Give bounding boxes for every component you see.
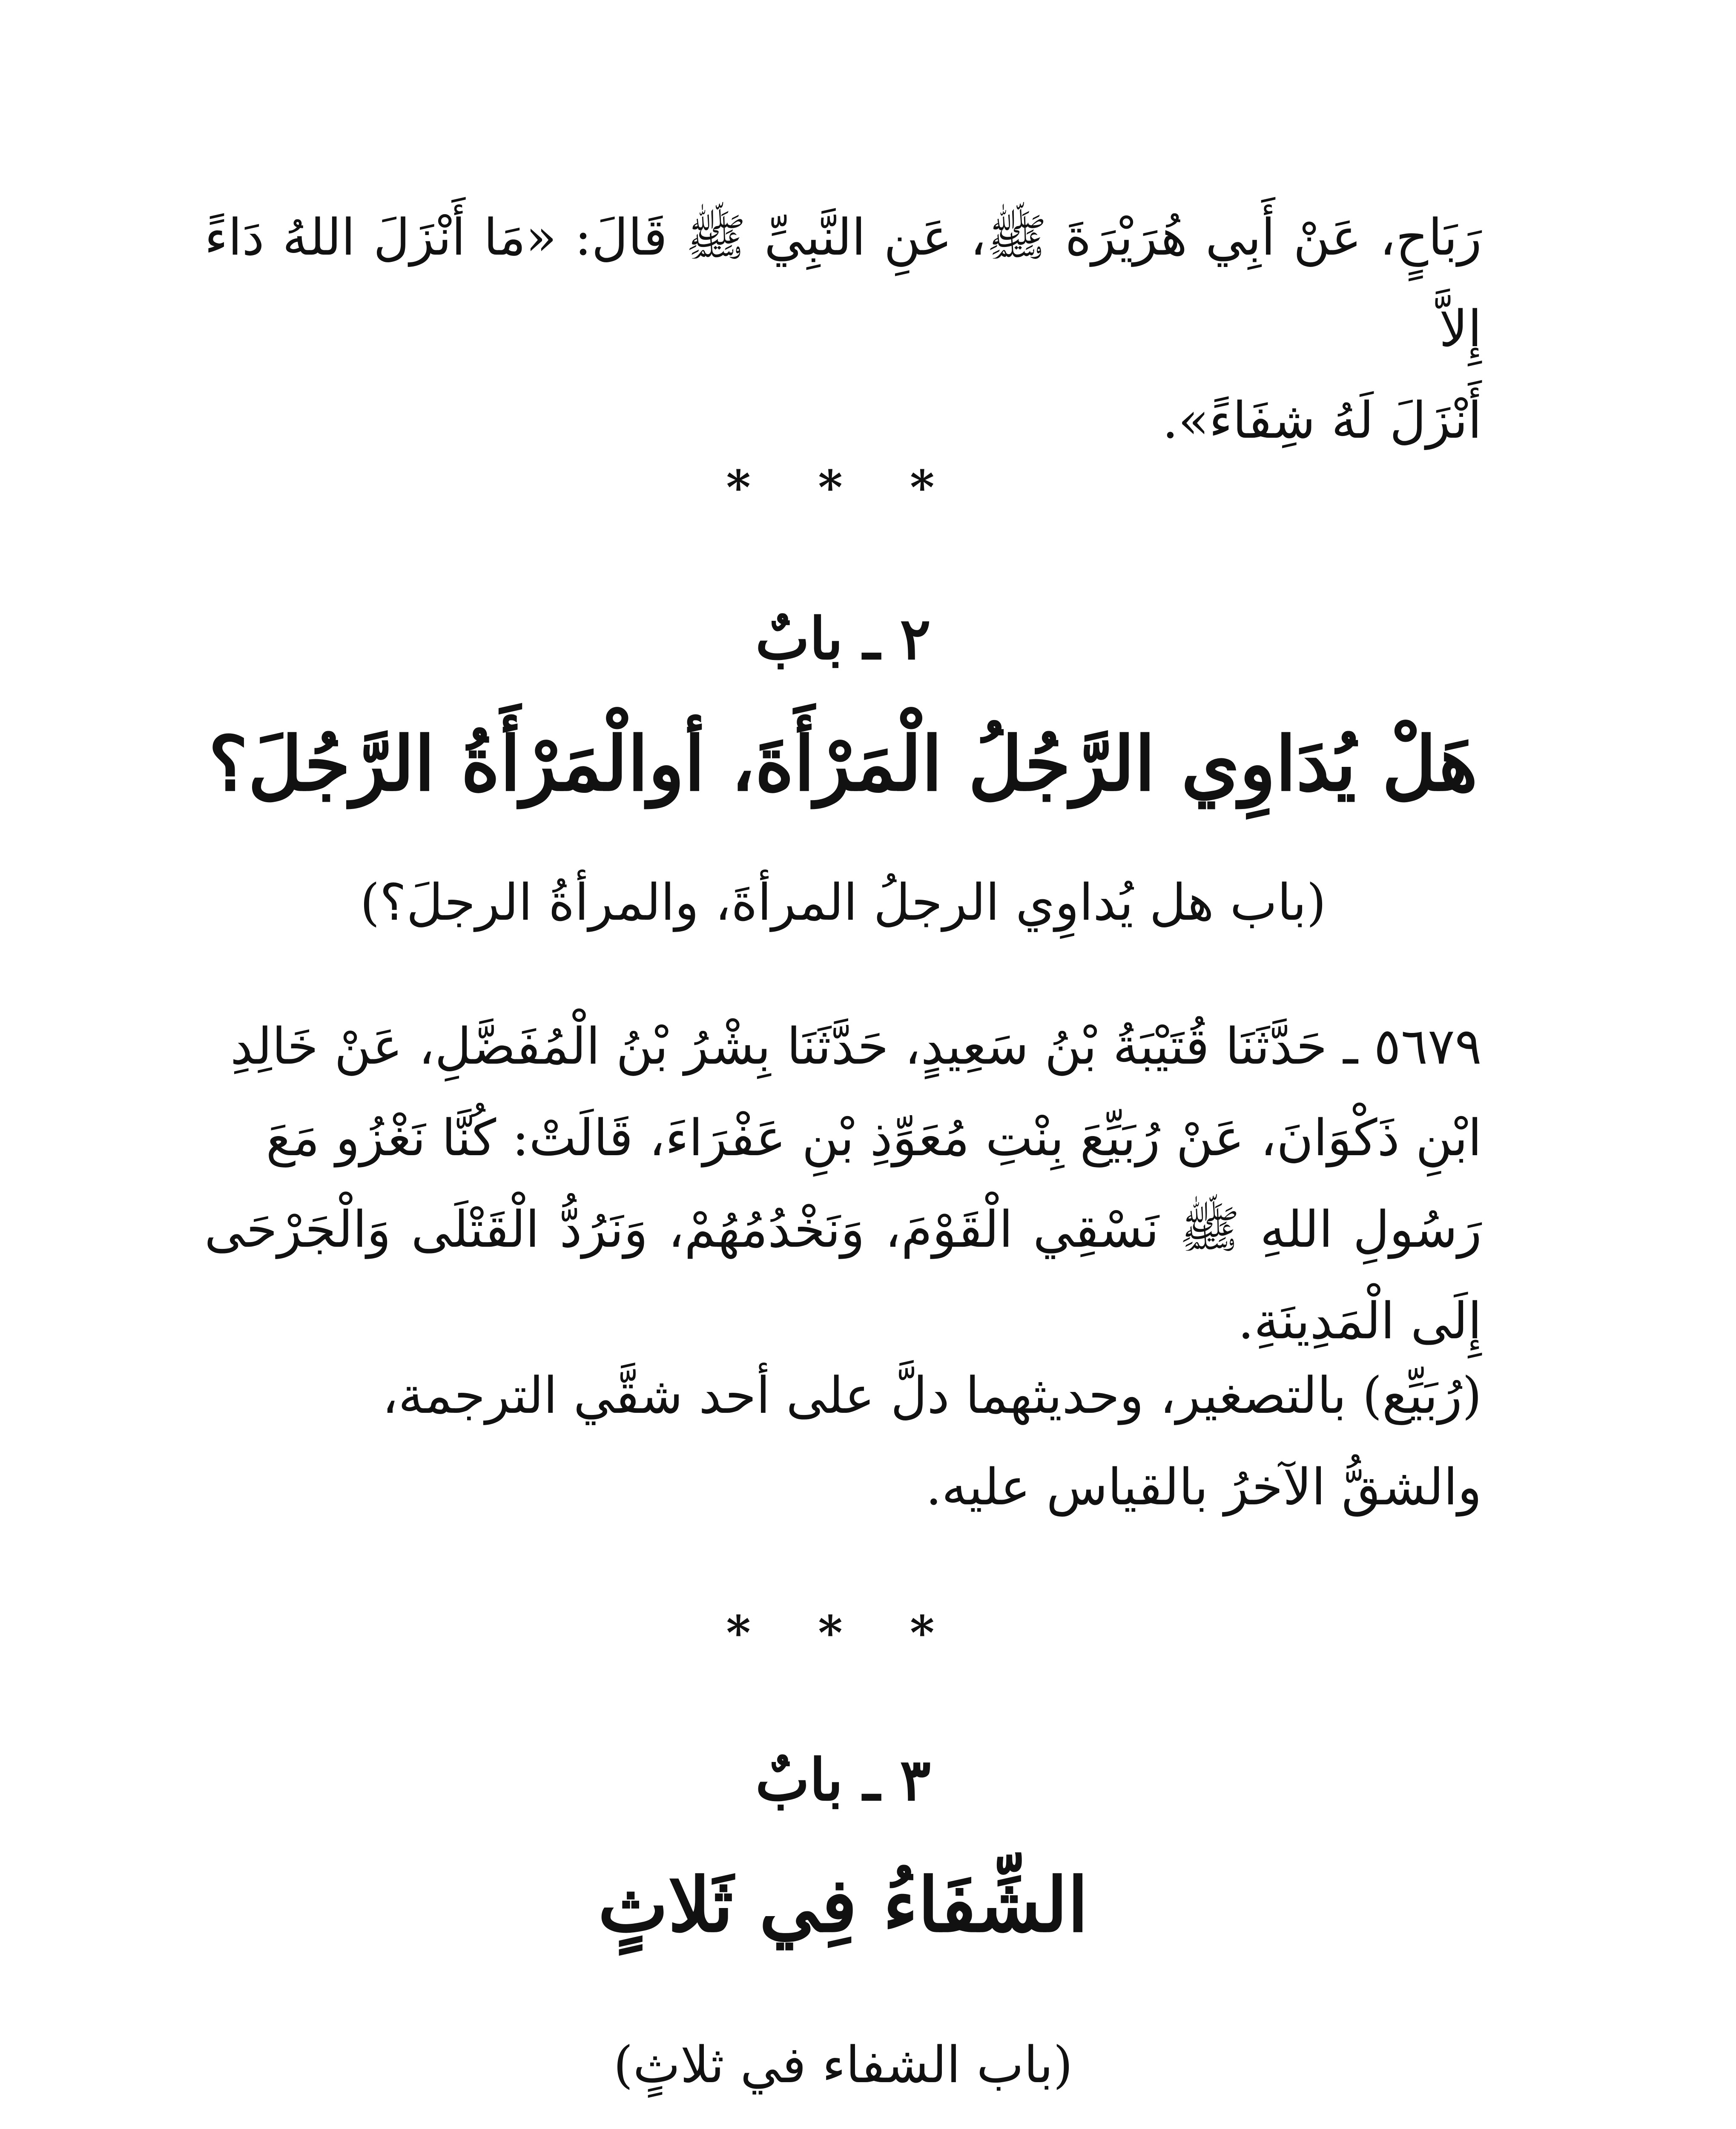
text-line: رَسُولِ اللهِ ﷺ نَسْقِي الْقَوْمَ، وَنَخْدُمُهُمْ، وَنَرُدُّ الْقَتْلَى وَالْجَرْحَى إِلَى الْمَدِينَةِ. (204, 1200, 1482, 1350)
hadith-paragraph (204, 1001, 1482, 1367)
text-line: ابْنِ ذَكْوَانَ، عَنْ رُبَيِّعَ بِنْتِ مُعَوِّذِ بْنِ عَفْرَاءَ، قَالَتْ: كُنَّا نَغْزُو مَعَ (266, 1108, 1482, 1167)
commentary-paragraph (204, 1350, 1482, 1533)
section-separator: * * * (726, 460, 960, 515)
text-line: والشقُّ الآخرُ بالقياس عليه. (926, 1458, 1482, 1516)
section-separator: * * * (726, 1605, 960, 1660)
text-line: أَنْزَلَ لَهُ شِفَاءً». (1162, 391, 1482, 450)
chapter-subtitle: (باب الشفاء في ثلاثٍ) (613, 2035, 1073, 2094)
text-line: (رُبَيِّع) بالتصغير، وحديثهما دلَّ على أحد شقَّي الترجمة، (382, 1366, 1482, 1425)
top-paragraph (204, 192, 1482, 466)
chapter-number: ٢ ـ بابٌ (755, 605, 931, 672)
text-line: رَبَاحٍ، عَنْ أَبِي هُرَيْرَةَ ﷺ، عَنِ النَّبِيِّ ﷺ قَالَ: «مَا أَنْزَلَ اللهُ دَاءً إِلاَّ (204, 208, 1482, 358)
text-line: ٥٦٧٩ ـ حَدَّثَنَا قُتَيْبَةُ بْنُ سَعِيدٍ، حَدَّثَنَا بِشْرُ بْنُ الْمُفَضَّلِ، عَنْ خَالِدِ (230, 1017, 1482, 1076)
chapter-subtitle: (باب هل يُداوِي الرجلُ المرأةَ، والمرأةُ الرجلَ؟) (360, 873, 1326, 932)
chapter-title: هَلْ يُدَاوِي الرَّجُلُ الْمَرْأَةَ، أوالْمَرْأَةُ الرَّجُلَ؟ (208, 720, 1478, 808)
chapter-title: الشِّفَاءُ فِي ثَلاثٍ (598, 1862, 1088, 1949)
chapter-number: ٣ ـ بابٌ (755, 1746, 931, 1813)
